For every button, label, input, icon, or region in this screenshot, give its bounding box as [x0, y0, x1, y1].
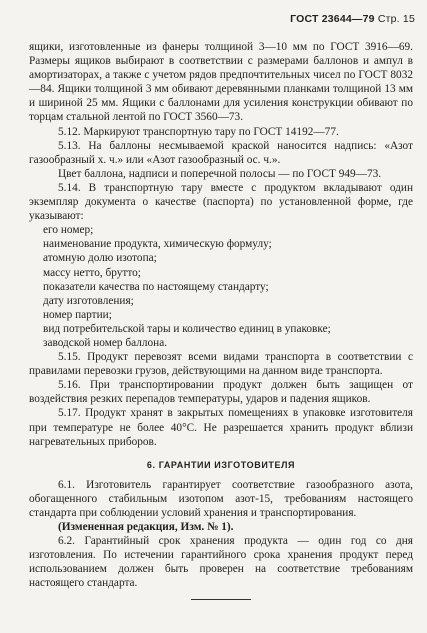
- paragraph-6-1: 6.1. Изготовитель гарантирует соответствие газообразного азота, обогащенного стабильным изотопом азот-15, требованиям настоящего стандарта при соблюдении условий хранения и транспортирования.: [29, 478, 413, 519]
- paragraph-continuation: ящики, изготовленные из фанеры толщиной 3—10 мм по ГОСТ 3916—69. Размеры ящиков выбирают в соответствии с размерами баллонов и ампул в амортизаторах, а также с учетом рядов предпочтительных чисел по ГОСТ 8032—84. Ящики толщиной 3 мм обивают деревянными планками толщиной 13 мм и шириной 25 мм. Ящики с баллонами для усиления конструкции обивают по торцам стальной лентой по ГОСТ 3560—73.: [29, 41, 413, 124]
- page-header: [290, 13, 415, 25]
- list-item: массу нетто, брутто;: [43, 266, 141, 279]
- list-item: дату изготовления;: [43, 294, 134, 307]
- standard-number: ГОСТ 23644—79: [290, 13, 375, 25]
- document-body: [29, 40, 413, 600]
- paragraph-color: Цвет баллона, надписи и поперечной полосы — по ГОСТ 949—73.: [58, 167, 382, 180]
- paragraph-5-16: 5.16. При транспортировании продукт должен быть защищен от воздействия резких перепадов температуры, ударов и падения ящиков.: [29, 379, 413, 406]
- list-item: заводской номер баллона.: [43, 336, 168, 349]
- list-item: номер партии;: [43, 308, 112, 321]
- page-number: Стр. 15: [377, 13, 415, 25]
- list-item: вид потребительской тары и количество единиц в упаковке;: [43, 322, 331, 335]
- section-title: 6. ГАРАНТИИ ИЗГОТОВИТЕЛЯ: [146, 459, 296, 470]
- amendment-note: (Измененная редакция, Изм. № 1).: [58, 521, 234, 534]
- end-rule: [191, 599, 251, 600]
- paragraph-5-13: 5.13. На баллоны несмываемой краской наносится надпись: «Азот газообразный х. ч.» или «Азот газообразный ос. ч.».: [29, 139, 413, 166]
- paragraph-5-14: 5.14. В транспортную тару вместе с продуктом вкладывают один экземпляр документа о качестве (паспорта) по установленной форме, где указывают:: [29, 181, 413, 223]
- list-item: его номер;: [43, 224, 94, 237]
- passport-field-list: [29, 223, 413, 350]
- list-item: атомную долю изотопа;: [43, 252, 157, 265]
- paragraph-5-12: 5.12. Маркируют транспортную тару по ГОСТ 14192—77.: [58, 125, 339, 138]
- paragraph-5-17: 5.17. Продукт хранят в закрытых помещениях в упаковке изготовителя при температуре не более 40°С. Не разрешается хранить продукт вблизи нагревательных приборов.: [29, 407, 413, 448]
- list-item: показатели качества по настоящему стандарту;: [43, 280, 269, 293]
- list-item: наименование продукта, химическую формулу;: [43, 238, 272, 251]
- paragraph-5-15: 5.15. Продукт перевозят всеми видами транспорта в соответствии с правилами перевозки грузов, действующими на данном виде транспорта.: [29, 351, 413, 378]
- paragraph-6-2: 6.2. Гарантийный срок хранения продукта — один год со дня изготовления. По истечении гарантийного срока хранения продукт перед использованием должен быть проверен на соответствие требованиям настоящего стандарта.: [29, 535, 413, 590]
